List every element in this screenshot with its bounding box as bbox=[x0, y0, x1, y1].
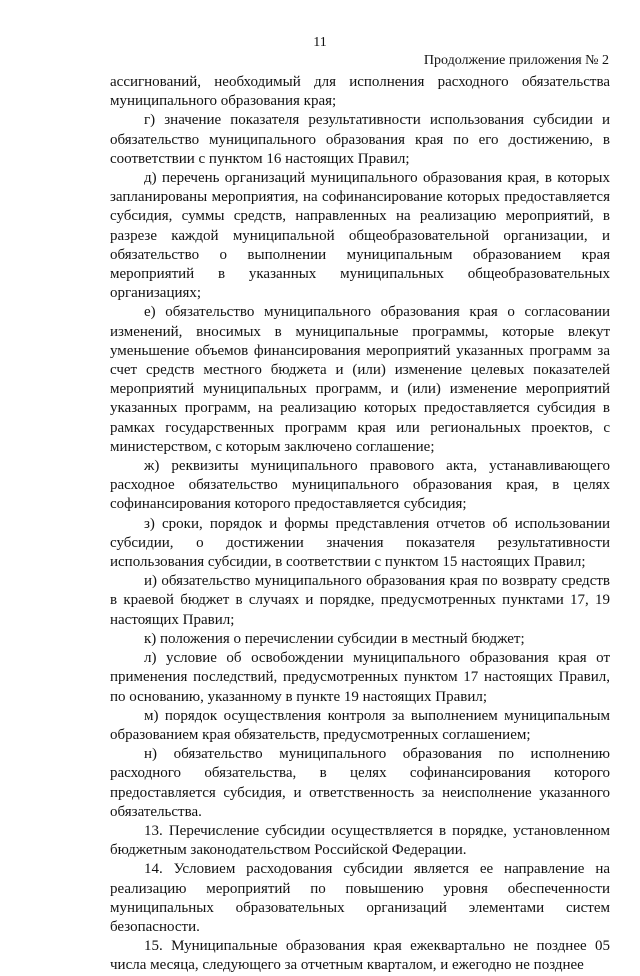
paragraph-item-k: к) положения о перечислении субсидии в местный бюджет; bbox=[144, 630, 525, 647]
paragraph-item-z: з) сроки, порядок и формы представления отчетов об использовании субсидии, о достижении значения показателя результативности использования субсидии, в соответствии с пунктом 15 настоящих Правил; bbox=[110, 515, 610, 571]
appendix-continuation-note: Продолжение приложения № 2 bbox=[423, 53, 609, 68]
paragraph-item-g: г) значение показателя результативности использования субсидии и обязательство муниципального образования края по его достижению, в соответствии с пунктом 16 настоящих Правил; bbox=[110, 112, 610, 167]
paragraph-section-13: 13. Перечисление субсидии осуществляется в порядке, установленном бюджетным законодательством Российской Федерации. bbox=[110, 822, 610, 859]
paragraph-item-e: е) обязательство муниципального образования края о согласовании изменений, вносимых в муниципальные программы, которые влекут уменьшение объемов финансирования мероприятий указанных программ за счет средств местного бюджета и (или) изменение целевых показателей мероприятий муниципальных программ, и (или) изменение мероприятий указанных программ, на реализацию которых предоставляется субсидия в рамках государственных программ края или региональных проектов, с министерством, с которым заключено соглашение; bbox=[110, 304, 610, 455]
paragraph-item-n: н) обязательство муниципального образования по исполнению расходного обязательства, в целях софинансирования которого предоставляется субсидия, и ответственность за неисполнение указанного обязательства. bbox=[110, 746, 610, 820]
paragraph-item-zh: ж) реквизиты муниципального правового акта, устанавливающего расходное обязательство муниципального образования края, в целях софинансирования которого предоставляется субсидия; bbox=[110, 458, 610, 513]
page-number: 11 bbox=[313, 35, 327, 50]
paragraph-item-m: м) порядок осуществления контроля за выполнением муниципальным образованием края обязательств, предусмотренных соглашением; bbox=[110, 707, 610, 743]
paragraph-item-i: и) обязательство муниципального образования края по возврату средств в краевой бюджет в случаях и порядке, предусмотренных пунктами 17, 19 настоящих Правил; bbox=[110, 573, 610, 628]
paragraph-section-14: 14. Условием расходования субсидии является ее направление на реализацию мероприятий по повышению уровня обеспеченности муниципальных образовательных организаций элементами систем безопасности. bbox=[110, 861, 610, 935]
document-body bbox=[110, 73, 610, 976]
paragraph-item-d: д) перечень организаций муниципального образования края, в которых запланированы мероприятия, на софинансирование которых предоставляется субсидия, суммы средств, направленных на реализацию мероприятий, в разрезе каждой муниципальной общеобразовательной организации, и обязательство о выполнении муниципальным образованием края мероприятий в указанных муниципальных общеобразовательных организациях; bbox=[110, 170, 610, 302]
paragraph-item-l: л) условие об освобождении муниципального образования края от применения последствий, предусмотренных пунктом 17 настоящих Правил, по основанию, указанному в пункте 19 настоящих Правил; bbox=[110, 650, 610, 705]
paragraph-continuation: ассигнований, необходимый для исполнения расходного обязательства муниципального образования края; bbox=[110, 74, 610, 110]
paragraph-section-15: 15. Муниципальные образования края ежеквартально не позднее 05 числа месяца, следующего за отчетным кварталом, и ежегодно не позднее bbox=[110, 938, 610, 974]
